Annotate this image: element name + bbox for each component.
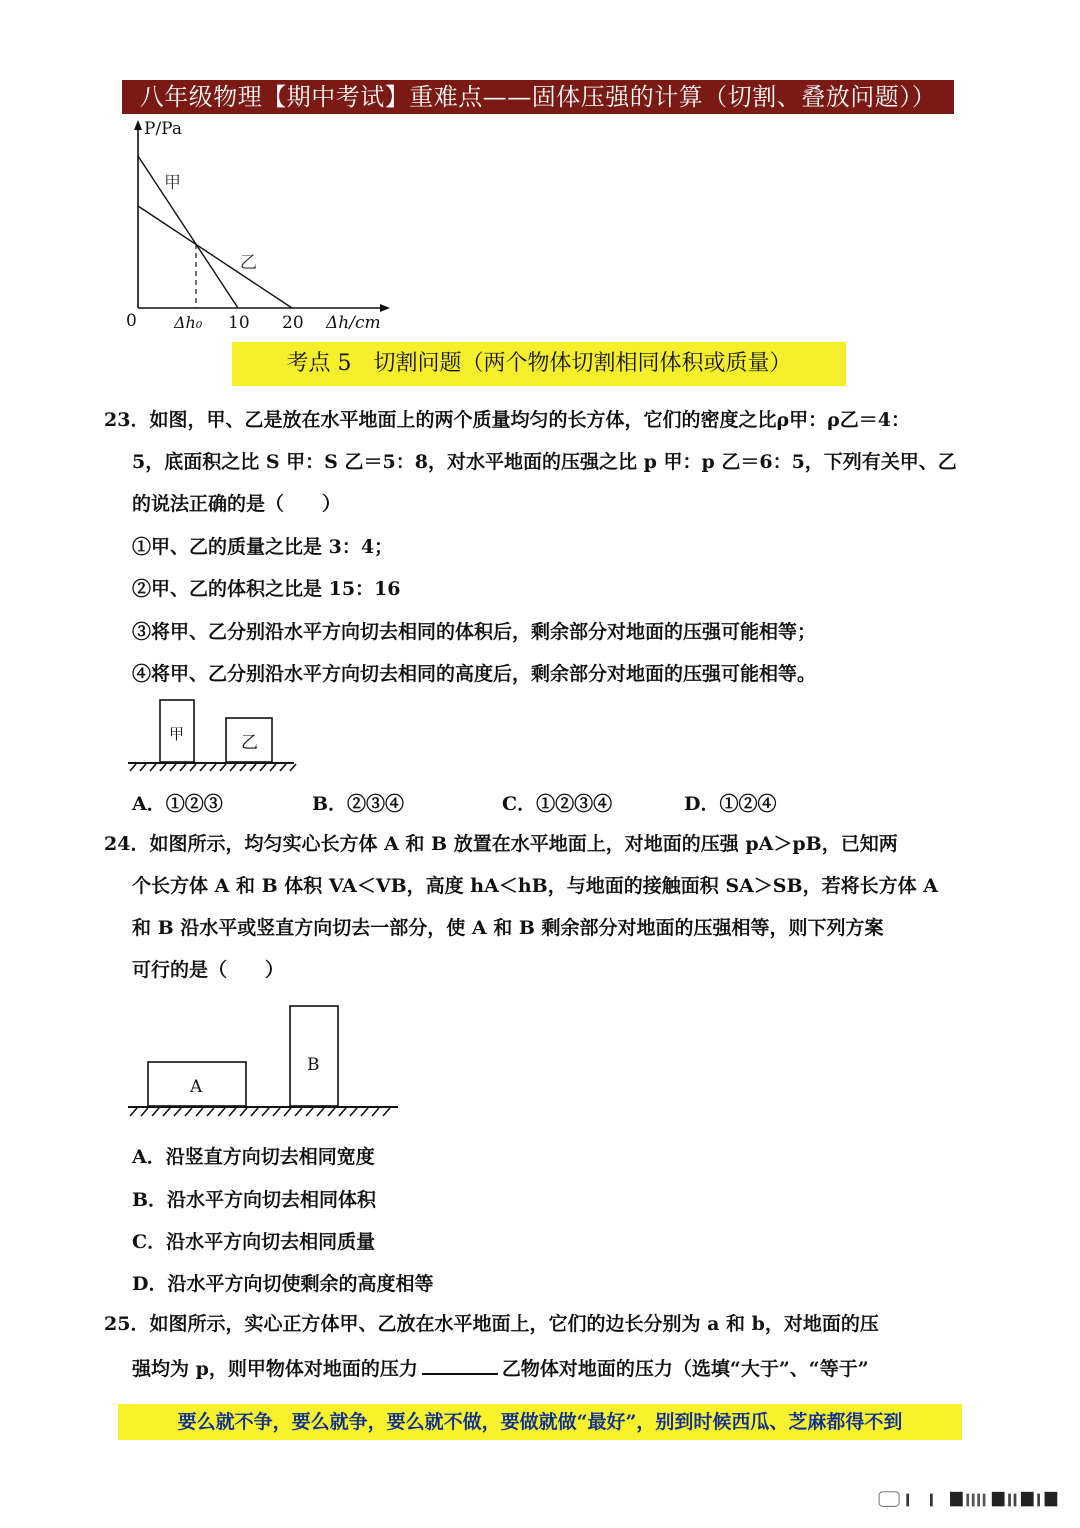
line-jia (138, 156, 238, 308)
q25-line1 (104, 1312, 879, 1336)
x-axis-arrow (380, 304, 390, 312)
q24-line1 (104, 832, 898, 856)
block-jia-label: 甲 (169, 725, 185, 743)
q24-line3: 和 B 沿水平或竖直方向切去一部分，使 A 和 B 剩余部分对地面的压强相等，则下列方案 (132, 917, 884, 939)
origin-label: 0 (126, 311, 137, 331)
q23-statement-2: ②甲、乙的体积之比是 15：16 (132, 578, 401, 600)
q24-line2: 个长方体 A 和 B 体积 VA＜VB，高度 hA＜hB，与地面的接触面积 SA＞SB，若将长方体 A (132, 875, 938, 897)
label-jia: 甲 (164, 173, 181, 193)
q23-statement-1: ①甲、乙的质量之比是 3：4； (132, 536, 394, 558)
x-axis-label: Δh/cm (326, 313, 381, 333)
line-yi (138, 206, 292, 308)
q23-option-c: C．①②③④ (502, 793, 613, 815)
tick-10: 10 (228, 313, 250, 333)
q25-answer-blank[interactable] (422, 1355, 498, 1375)
q23-text1: 如图，甲、乙是放在水平地面上的两个质量均匀的长方体，它们的密度之比ρ甲：ρ乙＝4： (149, 409, 910, 431)
q24-option-c: C．沿水平方向切去相同质量 (132, 1231, 376, 1253)
q23-line3: 的说法正确的是（ ） (132, 493, 342, 515)
q25-text2-pre: 强均为 p，则甲物体对地面的压力 (132, 1358, 418, 1380)
tick-dh0: Δh₀ (174, 313, 203, 332)
page-title: 八年级物理【期中考试】重难点——固体压强的计算（切割、叠放问题）） (122, 80, 954, 114)
q24-number: 24． (104, 833, 150, 855)
q25-text1: 如图所示，实心正方体甲、乙放在水平地面上，它们的边长分别为 a 和 b，对地面的压 (149, 1313, 879, 1335)
footer-motto: 要么就不争，要么就争，要么就不做，要做就做“最好”，别到时候西瓜、芝麻都得不到 (118, 1404, 962, 1440)
y-axis-label: P/Pa (144, 119, 182, 139)
q23-option-a: A．①②③ (132, 793, 223, 815)
q23-statement-4: ④将甲、乙分别沿水平方向切去相同的高度后，剩余部分对地面的压强可能相等。 (132, 663, 817, 685)
tick-20: 20 (282, 313, 304, 333)
q23-statement-3: ③将甲、乙分别沿水平方向切去相同的体积后，剩余部分对地面的压强可能相等； (132, 621, 817, 643)
q24-option-d: D．沿水平方向切使剩余的高度相等 (132, 1273, 434, 1295)
block-a-label: A (190, 1077, 203, 1097)
q23-option-b: B．②③④ (312, 793, 405, 815)
q23-line2: 5，底面积之比 S 甲：S 乙＝5：8，对水平地面的压强之比 p 甲：p 乙＝6：5，下列有关甲、乙 (132, 451, 957, 473)
q24-option-b: B．沿水平方向切去相同体积 (132, 1189, 377, 1211)
q23-line1 (104, 408, 910, 432)
block-b-label: B (307, 1055, 320, 1075)
topic-banner: 考点 5 切割问题（两个物体切割相同体积或质量） (232, 342, 846, 386)
pressure-graph (118, 118, 408, 338)
block-yi-label: 乙 (241, 733, 258, 753)
q25-line2 (132, 1355, 869, 1381)
q24-figure (126, 1000, 402, 1122)
q23-number: 23． (104, 409, 150, 431)
q24-option-a: A．沿竖直方向切去相同宽度 (132, 1146, 375, 1168)
q24-text1: 如图所示，均匀实心长方体 A 和 B 放置在水平地面上，对地面的压强 pA＞pB，已知两 (149, 833, 898, 855)
q24-line4: 可行的是（ ） (132, 959, 285, 981)
label-yi: 乙 (240, 253, 257, 273)
q23-figure (126, 694, 298, 774)
y-axis-arrow (134, 120, 142, 130)
q25-text2-post: 乙物体对地面的压力（选填“大于”、“等于” (501, 1358, 869, 1380)
corner-marks (870, 1490, 1070, 1510)
q25-number: 25． (104, 1313, 150, 1335)
q23-option-d: D．①②④ (684, 793, 777, 815)
